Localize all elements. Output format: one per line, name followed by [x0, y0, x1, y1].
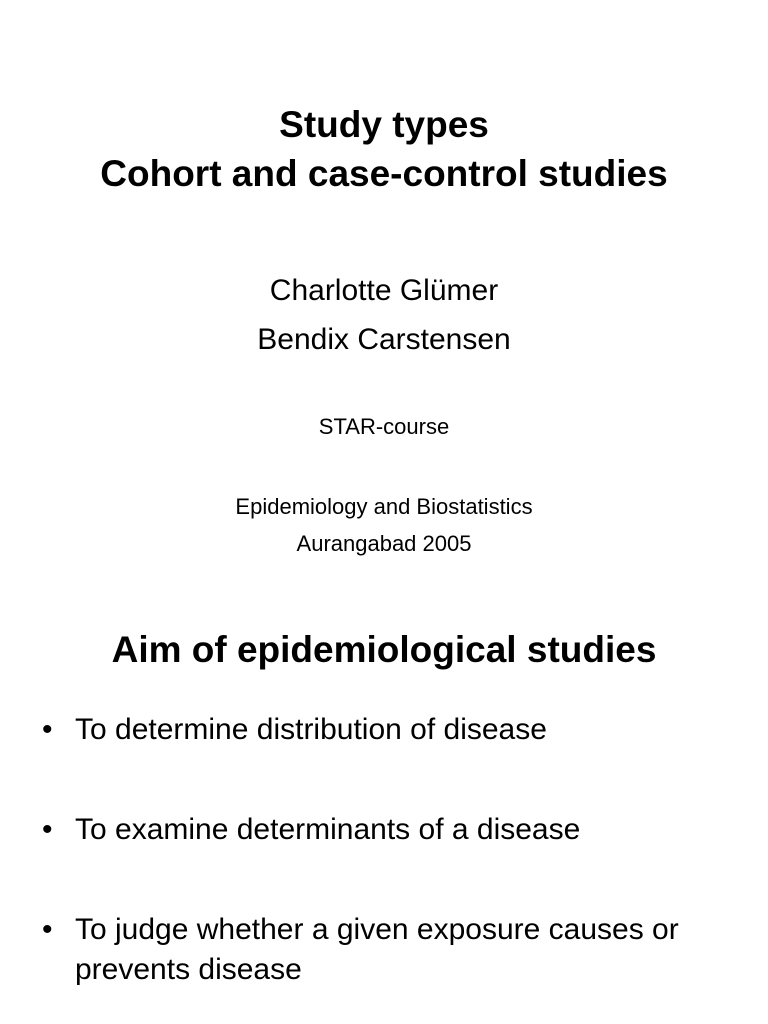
event-info	[0, 488, 768, 562]
bullet-icon: •	[42, 913, 53, 946]
event-place-year: Aurangabad 2005	[296, 531, 472, 556]
bullet-text: To judge whether a given exposure causes or prevents disease	[75, 913, 679, 986]
event-subject: Epidemiology and Biostatistics	[235, 494, 533, 519]
bullet-text: To determine distribution of disease	[75, 713, 547, 746]
author-list	[0, 266, 768, 364]
author-name: Bendix Carstensen	[257, 323, 511, 356]
aims-slide	[0, 600, 768, 1024]
bullet-text: To examine determinants of a disease	[75, 813, 581, 846]
author-name: Charlotte Glümer	[269, 274, 499, 307]
title-line-2: Cohort and case-control studies	[100, 153, 668, 194]
bullet-icon: •	[42, 813, 53, 846]
title-line-1: Study types	[279, 104, 489, 145]
bullet-icon: •	[42, 713, 53, 746]
slide-title	[0, 100, 768, 198]
course-name: STAR-course	[318, 414, 450, 439]
slide-title: Aim of epidemiological studies	[111, 629, 657, 670]
